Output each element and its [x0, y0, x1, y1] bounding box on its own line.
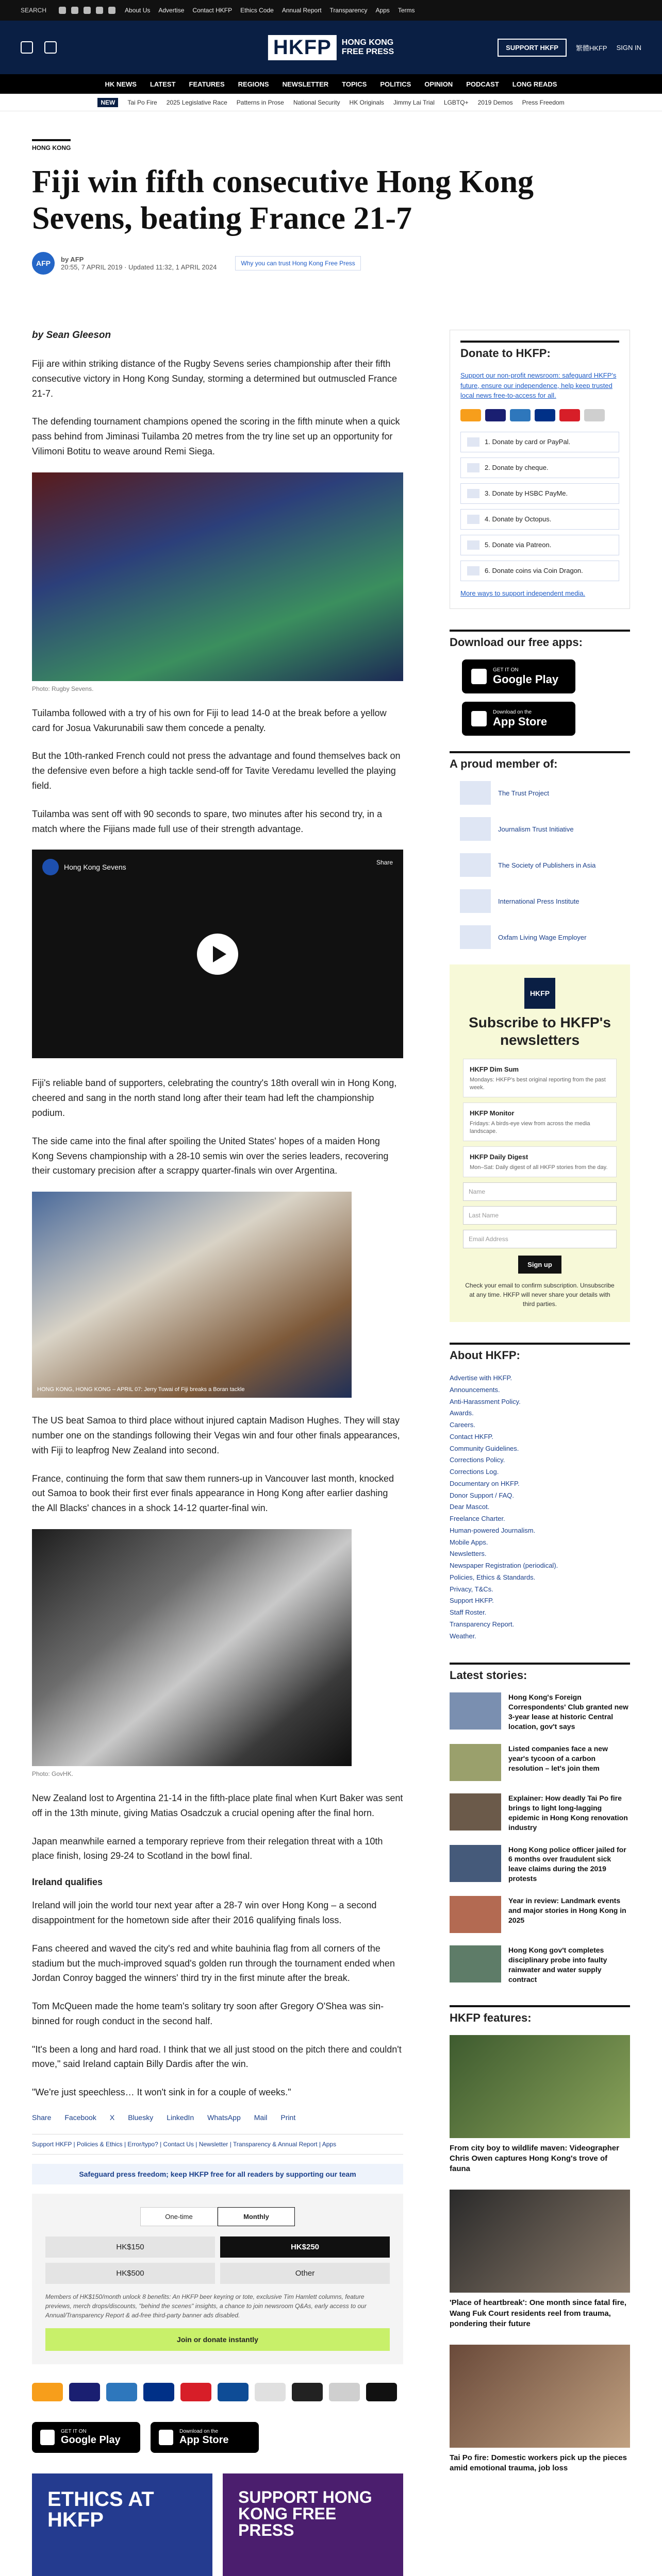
- newsletter-option[interactable]: HKFP Daily Digest Mon–Sat: Daily digest of all HKFP stories from the day.: [463, 1146, 617, 1177]
- article-category[interactable]: HONG KONG: [32, 139, 71, 151]
- newsletter-option[interactable]: HKFP Dim Sum Mondays: HKFP's best original reporting from the past week.: [463, 1059, 617, 1097]
- sidebar-heading: HKFP features:: [450, 2005, 630, 2025]
- trending-link[interactable]: Jimmy Lai Trial: [393, 98, 435, 106]
- share-bluesky[interactable]: Bluesky: [128, 2113, 154, 2122]
- photo-caption: Photo: Rugby Sevens.: [32, 685, 94, 692]
- paragraph: Tom McQueen made the home team's solitary try soon after Gregory O'Shea was sin-binned for rough conduct in the second half.: [32, 2001, 384, 2026]
- nav-item[interactable]: FEATURES: [189, 80, 225, 88]
- trending-link[interactable]: Patterns in Prose: [236, 98, 284, 106]
- membership-note: Members of HK$150/month unlock 8 benefits: An HKFP beer keyring or tote, exclusive Tim Hamlett columns, feature previews, merch drops/discounts, "behind the scenes" insights, a chance to join newsroom Q&As, early access to our Annual/Transparency Report & ad-free third-party banner ads disabled.: [45, 2293, 367, 2319]
- nav-item[interactable]: PODCAST: [466, 80, 499, 88]
- search-icon[interactable]: [44, 41, 57, 54]
- about-link[interactable]: Newsletters.: [450, 1550, 487, 1558]
- mastercard-icon: [460, 409, 481, 421]
- paragraph: Japan meanwhile earned a temporary reprieve from their relegation threat with a 10th place finish, losing 29-24 to Scotland in the bowl final.: [32, 1836, 383, 1861]
- donate-option[interactable]: 4. Donate by Octopus.: [460, 509, 619, 530]
- last-name-field[interactable]: Last Name: [463, 1206, 617, 1225]
- sidebar-heading: Download our free apps:: [450, 630, 630, 649]
- monthly-option[interactable]: Monthly: [218, 2207, 295, 2226]
- nav-item[interactable]: HK NEWS: [105, 80, 137, 88]
- member-logo[interactable]: The Society of Publishers in Asia: [460, 853, 630, 877]
- donate-option[interactable]: 3. Donate by HSBC PayMe.: [460, 483, 619, 504]
- member-logo[interactable]: The Trust Project: [460, 781, 630, 805]
- join-donate-button[interactable]: Join or donate instantly: [45, 2328, 390, 2351]
- trophy-photo: [32, 1529, 352, 1766]
- photo-overlay-text: HONG KONG, HONG KONG – APRIL 07: Jerry Tuwai of Fiji breaks a Boran tackle: [37, 1386, 245, 1393]
- hkfp-logo: HKFP: [524, 978, 555, 1009]
- utility-link[interactable]: Advertise: [158, 7, 185, 14]
- newsletter-title: Subscribe to HKFP's newsletters: [469, 1014, 611, 1048]
- paragraph: The defending tournament champions opened the scoring in the fifth minute when a quick pass behind from Jiminasi Tuilamba 20 metres from the try line set up an opportunity for Vilimoni Botitu to weave around Remi Siega.: [32, 416, 400, 456]
- member-logo[interactable]: Journalism Trust Initiative: [460, 817, 630, 841]
- card-icon: [467, 437, 479, 447]
- latest-story[interactable]: Hong Kong's Foreign Correspondents' Club granted new 3-year lease at historic Central location, gov't says: [450, 1692, 630, 1732]
- about-link[interactable]: Documentary on HKFP.: [450, 1479, 520, 1487]
- feature-image: [450, 2035, 630, 2138]
- donate-box: [450, 330, 630, 609]
- story-thumbnail: [450, 1945, 501, 1982]
- about-link[interactable]: Transparency Report.: [450, 1620, 515, 1628]
- embedded-video[interactable]: [32, 850, 403, 1058]
- latest-story[interactable]: Year in review: Landmark events and major stories in Hong Kong in 2025: [450, 1896, 630, 1933]
- latest-stories: [450, 1663, 630, 1984]
- site-header: [0, 21, 662, 74]
- donate-intro-link[interactable]: Support our non-profit newsroom: safeguard HKFP's future, ensure our independence, help keep trusted local news free-to-access for all.: [460, 371, 617, 399]
- story-thumbnail: [450, 1793, 501, 1831]
- email-field[interactable]: Email Address: [463, 1230, 617, 1248]
- gpay-icon: [584, 409, 605, 421]
- paragraph: Fans cheered and waved the city's red and white bauhinia flag from all corners of the stadium but the much-improved squad's golden run through the tournament ended when Jordan Conroy bagged the winners' third try in the first minute after the break.: [32, 1943, 395, 1984]
- paragraph: Tuilamba followed with a try of his own for Fiji to lead 14-0 at the break before a yellow card for Josua Vakurunabili saw them concede a penalty.: [32, 707, 387, 733]
- sidebar: [450, 330, 630, 2489]
- gpay-icon: [329, 2383, 360, 2401]
- paragraph: Tuilamba was sent off with 90 seconds to spare, two minutes after his second try, in a match where the Fijians made full use of their strength advantage.: [32, 808, 382, 834]
- article-photo: [32, 472, 403, 692]
- newsletter-note: Check your email to confirm subscription. Unsubscribe at any time. HKFP will never share your details with third parties.: [465, 1282, 615, 1308]
- header-right: [498, 39, 641, 57]
- story-thumbnail: [450, 1896, 501, 1933]
- oxfam-icon: [460, 925, 491, 949]
- features-list: [450, 2005, 630, 2474]
- amount-option[interactable]: HK$500: [45, 2263, 215, 2284]
- author-name: by Sean Gleeson: [32, 330, 111, 341]
- main-nav: [0, 74, 662, 94]
- paypal-icon: [143, 2383, 174, 2401]
- google-play-button[interactable]: GET IT ON Google Play: [32, 2422, 140, 2453]
- feature-story[interactable]: 'Place of heartbreak': One month since fatal fire, Wang Fuk Court residents reel from trauma, pondering their future: [450, 2190, 630, 2329]
- story-thumbnail: [450, 1744, 501, 1781]
- article-byline: [32, 252, 630, 275]
- donate-option[interactable]: 2. Donate by cheque.: [460, 457, 619, 478]
- about-link[interactable]: Corrections Log.: [450, 1468, 499, 1476]
- site-logo[interactable]: [268, 35, 394, 60]
- nav-item[interactable]: LONG READS: [512, 80, 557, 88]
- app-store-button[interactable]: Download on the App Store: [462, 702, 575, 736]
- match-action-photo: [32, 1192, 352, 1398]
- story-thumbnail: [450, 1845, 501, 1882]
- social-icons: [59, 7, 115, 14]
- share-x[interactable]: X: [109, 2113, 115, 2122]
- sidebar-heading: Donate to HKFP:: [460, 341, 619, 360]
- play-icon[interactable]: [197, 934, 238, 975]
- share-print[interactable]: Print: [280, 2113, 296, 2122]
- amex-icon: [106, 2383, 137, 2401]
- language-link[interactable]: 繁體HKFP: [575, 44, 607, 52]
- paragraph: France, continuing the form that saw them runners-up in Vancouver last month, knocked out Samoa to book their first ever finals appearance in Hong Kong after earlier dashing the All Blacks' chances in a shock 14-12 quarter-final win.: [32, 1473, 394, 1514]
- sign-up-button[interactable]: Sign up: [518, 1256, 561, 1274]
- section-heading: Ireland qualifies: [32, 1877, 103, 1888]
- video-channel: Hong Kong Sevens: [42, 859, 126, 875]
- donate-widget: [32, 2194, 403, 2364]
- about-link[interactable]: Mobile Apps.: [450, 1538, 488, 1546]
- feature-story[interactable]: From city boy to wildlife maven: Videographer Chris Owen captures Hong Kong's trove of fauna: [450, 2035, 630, 2175]
- share-facebook[interactable]: Facebook: [64, 2113, 96, 2122]
- sidebar-heading: A proud member of:: [450, 751, 630, 771]
- paragraph: Fiji's reliable band of supporters, celebrating the country's 18th overall win in Hong Kong, cheered and sang in the north stand long after their team had left the championship podium.: [32, 1078, 397, 1118]
- share-label: Share: [32, 2113, 52, 2122]
- utility-link[interactable]: Transparency: [329, 7, 368, 14]
- payment-logos: [32, 2383, 403, 2401]
- mastercard-icon: [32, 2383, 63, 2401]
- newsletter-signup: [450, 964, 630, 1322]
- donate-option[interactable]: 1. Donate by card or PayPal.: [460, 432, 619, 452]
- trending-link[interactable]: 2025 Legislative Race: [166, 98, 227, 106]
- patreon-icon: [292, 2383, 323, 2401]
- ipi-icon: [460, 889, 491, 913]
- payment-icons: [460, 409, 619, 421]
- instagram-icon[interactable]: [84, 7, 91, 14]
- about-link[interactable]: Newspaper Registration (periodical).: [450, 1562, 558, 1570]
- paragraph: Ireland will join the world tour next year after a 28-7 win over Hong Kong – a second disappointment for the hometown side after their 2016 qualifying finals loss.: [32, 1900, 377, 1925]
- app-store-button[interactable]: Download on the App Store: [151, 2422, 259, 2453]
- about-link[interactable]: Policies, Ethics & Standards.: [450, 1573, 536, 1581]
- about-link[interactable]: Human-powered Journalism.: [450, 1526, 536, 1534]
- logo-wordmark: HONG KONG FREE PRESS: [341, 38, 394, 56]
- about-link[interactable]: Advertise with HKFP.: [450, 1374, 512, 1382]
- ethics-promo[interactable]: ETHICS AT HKFP: [32, 2473, 212, 2576]
- jcb-icon: [218, 2383, 249, 2401]
- amex-icon: [510, 409, 531, 421]
- paragraph: "It's been a long and hard road. I think that we all just stood on the pitch there and couldn't move," said Ireland captain Billy Dardis after the win.: [32, 2044, 402, 2070]
- about-link[interactable]: Dear Mascot.: [450, 1503, 490, 1511]
- share-whatsapp[interactable]: WhatsApp: [207, 2113, 241, 2122]
- unionpay-icon: [559, 409, 580, 421]
- support-promo[interactable]: SUPPORT HONG KONG FREE PRESS: [223, 2473, 403, 2576]
- trending-link[interactable]: Press Freedom: [522, 98, 565, 106]
- trending-link[interactable]: Tai Po Fire: [127, 98, 157, 106]
- support-links[interactable]: Support HKFP | Policies & Ethics | Error/typo? | Contact Us | Newsletter | Transparency & Annual Report | Apps: [32, 2134, 403, 2155]
- latest-story[interactable]: Hong Kong gov't completes disciplinary probe into faulty rainwater and water supply contract: [450, 1945, 630, 1985]
- support-banner[interactable]: Safeguard press freedom; keep HKFP free for all readers by supporting our team: [32, 2164, 403, 2184]
- x-icon[interactable]: [71, 7, 78, 14]
- trending-nav: [0, 94, 662, 111]
- author-avatar[interactable]: AFP: [32, 252, 55, 275]
- sidebar-heading: About HKFP:: [450, 1343, 630, 1362]
- latest-story[interactable]: Hong Kong police officer jailed for 6 months over fraudulent sick leave claims during the 2019 protests: [450, 1845, 630, 1884]
- donate-option[interactable]: 5. Donate via Patreon.: [460, 535, 619, 555]
- search-link[interactable]: SEARCH: [21, 7, 47, 14]
- octopus-icon: [467, 515, 479, 524]
- about-links: [450, 1372, 630, 1642]
- youtube-icon[interactable]: [96, 7, 103, 14]
- utility-link[interactable]: Contact HKFP: [192, 7, 233, 14]
- more-ways-link[interactable]: More ways to support independent media.: [460, 589, 586, 597]
- about-link[interactable]: Donor Support / FAQ.: [450, 1491, 515, 1499]
- member-logo[interactable]: International Press Institute: [460, 889, 630, 913]
- trust-link[interactable]: Why you can trust Hong Kong Free Press: [235, 256, 360, 270]
- discover-icon: [255, 2383, 286, 2401]
- paypal-icon: [535, 409, 555, 421]
- article-body: [32, 330, 403, 2576]
- paragraph: The side came into the final after spoiling the United States' hopes of a maiden Hong Kong Sevens championship with a 28-10 semis win over the series leaders, recovering their customary precision after a scrappy quarter-finals win over Argentina.: [32, 1136, 389, 1176]
- about-link[interactable]: Weather.: [450, 1632, 476, 1640]
- patreon-icon: [467, 540, 479, 550]
- feature-story[interactable]: Tai Po fire: Domestic workers pick up the pieces amid emotional trauma, job loss: [450, 2345, 630, 2474]
- paragraph: New Zealand lost to Argentina 21-14 in the fifth-place plate final when Kurt Baker was sent off in the 13th minute, giving Matias Osadczuk a crucial opening after the final horn.: [32, 1792, 403, 1818]
- nav-item[interactable]: REGIONS: [238, 80, 269, 88]
- channel-avatar-icon: [42, 859, 59, 875]
- share-linkedin[interactable]: LinkedIn: [167, 2113, 194, 2122]
- about-link[interactable]: Corrections Policy.: [450, 1456, 505, 1464]
- payme-icon: [467, 489, 479, 498]
- feature-image: [450, 2190, 630, 2293]
- utility-link[interactable]: Ethics Code: [240, 7, 274, 14]
- feature-image: [450, 2345, 630, 2448]
- about-link[interactable]: Anti-Harassment Policy.: [450, 1397, 521, 1405]
- new-badge: NEW: [97, 98, 118, 107]
- visa-icon: [485, 409, 506, 421]
- app-store-buttons: [32, 2422, 403, 2453]
- page-content: [32, 139, 630, 2540]
- story-thumbnail: [450, 1692, 501, 1730]
- nav-item[interactable]: TOPICS: [342, 80, 367, 88]
- about-link[interactable]: Contact HKFP.: [450, 1432, 494, 1440]
- paragraph: But the 10th-ranked French could not press the advantage and found themselves back on the defensive even before a high tackle send-off for Tavite Veredamu levelled the playing field.: [32, 751, 401, 791]
- share-bar: [32, 2113, 403, 2122]
- utility-link[interactable]: Apps: [375, 7, 390, 14]
- visa-icon: [69, 2383, 100, 2401]
- utility-links: [125, 7, 415, 14]
- latest-story[interactable]: Explainer: How deadly Tai Po fire brings to light long-lagging epidemic in Hong Kong renovation industry: [450, 1793, 630, 1833]
- utility-link[interactable]: About Us: [125, 7, 151, 14]
- name-field[interactable]: Name: [463, 1182, 617, 1201]
- about-link[interactable]: Staff Roster.: [450, 1608, 487, 1617]
- amount-option-other[interactable]: Other: [220, 2263, 390, 2284]
- coin-icon: [467, 566, 479, 575]
- telegram-icon[interactable]: [108, 7, 115, 14]
- rugby-team-photo: [32, 472, 403, 681]
- facebook-icon[interactable]: [59, 7, 66, 14]
- sidebar-heading: Latest stories:: [450, 1663, 630, 1682]
- sopa-icon: [460, 853, 491, 877]
- menu-icon[interactable]: [21, 41, 33, 54]
- utility-link[interactable]: Annual Report: [282, 7, 322, 14]
- share-mail[interactable]: Mail: [254, 2113, 268, 2122]
- sign-in-link[interactable]: SIGN IN: [616, 43, 641, 52]
- article-title: Fiji win fifth consecutive Hong Kong Sevens, beating France 21-7: [32, 164, 534, 236]
- trending-link[interactable]: National Security: [293, 98, 340, 106]
- google-play-button[interactable]: GET IT ON Google Play: [462, 659, 575, 693]
- about-link[interactable]: Awards.: [450, 1409, 474, 1417]
- about-link[interactable]: Careers.: [450, 1421, 475, 1429]
- trust-project-icon: [460, 781, 491, 805]
- about-link[interactable]: Privacy, T&Cs.: [450, 1585, 493, 1593]
- member-logo[interactable]: Oxfam Living Wage Employer: [460, 925, 630, 949]
- one-time-option[interactable]: One-time: [140, 2207, 218, 2226]
- amount-options: [45, 2236, 390, 2284]
- nav-item[interactable]: NEWSLETTER: [282, 80, 329, 88]
- trending-link[interactable]: LGBTQ+: [443, 98, 469, 106]
- top-utility-bar: [0, 0, 662, 21]
- byline-text: by AFP 20:55, 7 APRIL 2019 · Updated 11:32, 1 APRIL 2024: [61, 255, 217, 271]
- nav-item[interactable]: OPINION: [424, 80, 453, 88]
- donate-option[interactable]: 6. Donate coins via Coin Dragon.: [460, 561, 619, 581]
- about-link[interactable]: Community Guidelines.: [450, 1444, 519, 1452]
- about-link[interactable]: Support HKFP.: [450, 1597, 494, 1605]
- frequency-toggle: [140, 2207, 295, 2226]
- unionpay-icon: [180, 2383, 211, 2401]
- latest-story[interactable]: Listed companies face a new year's tycoon of a carbon resolution – let's join them: [450, 1744, 630, 1781]
- paragraph: "We're just speechless… It won't sink in for a couple of weeks.": [32, 2087, 291, 2098]
- paragraph: Fiji are within striking distance of the Rugby Sevens series championship after their fifth consecutive victory in Hong Kong Sunday, storming a determined but outmuscled France 21-7.: [32, 359, 398, 399]
- paragraph: The US beat Samoa to third place without injured captain Madison Hughes. They will stay number one on the standings following their Vegas win and four other finals appearances, with Fiji to leapfrog New Zealand into second.: [32, 1415, 400, 1455]
- trending-link[interactable]: 2019 Demos: [477, 98, 513, 106]
- nav-item[interactable]: LATEST: [150, 80, 176, 88]
- support-hkfp-button[interactable]: SUPPORT HKFP: [498, 39, 567, 57]
- utility-link[interactable]: Terms: [398, 7, 415, 14]
- about-link[interactable]: Announcements.: [450, 1385, 500, 1394]
- apple-pay-icon: [366, 2383, 397, 2401]
- header-left-icons: [21, 41, 57, 54]
- amount-option-selected[interactable]: HK$250: [220, 2236, 390, 2258]
- newsletter-option[interactable]: HKFP Monitor Fridays: A birds-eye view from across the media landscape.: [463, 1103, 617, 1141]
- promo-banners: [32, 2473, 403, 2576]
- jti-icon: [460, 817, 491, 841]
- about-link[interactable]: Freelance Charter.: [450, 1515, 505, 1523]
- nav-item[interactable]: POLITICS: [380, 80, 411, 88]
- photo-caption: Photo: GovHK.: [32, 1770, 74, 1777]
- cheque-icon: [467, 463, 479, 472]
- trending-link[interactable]: HK Originals: [349, 98, 384, 106]
- logo-mark: HKFP: [268, 35, 337, 60]
- amount-option[interactable]: HK$150: [45, 2236, 215, 2258]
- video-share[interactable]: Share: [376, 859, 393, 867]
